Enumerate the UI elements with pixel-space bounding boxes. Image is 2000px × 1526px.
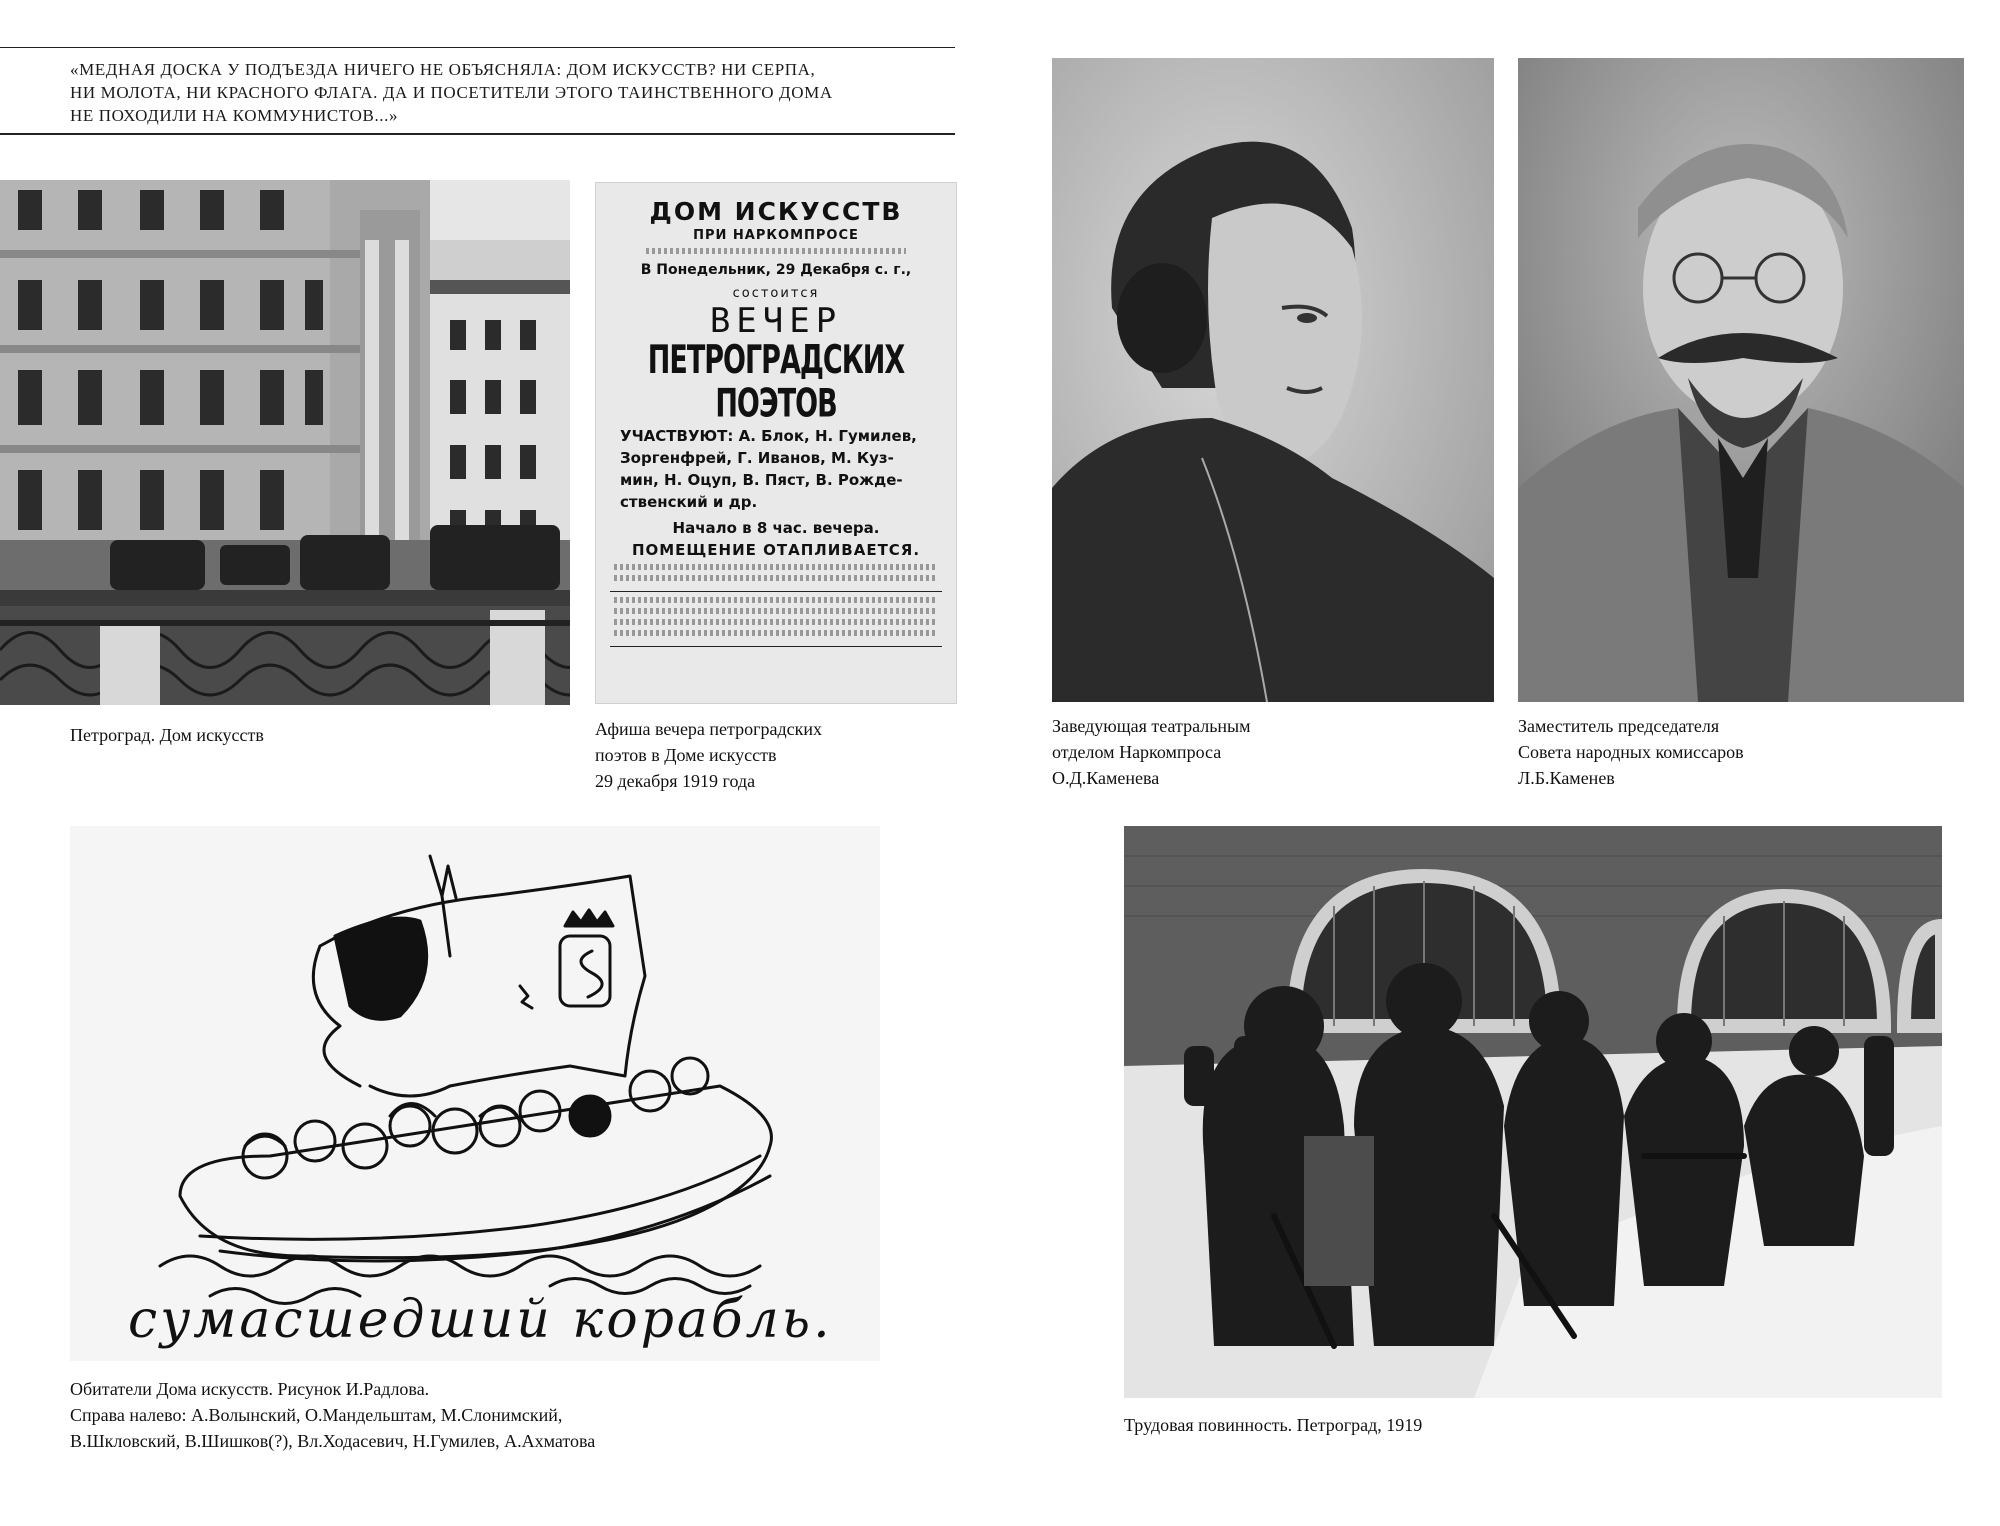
kameneva-caption xyxy=(1052,713,1251,791)
poster-fine-print xyxy=(614,564,938,570)
ship-sketch xyxy=(70,826,880,1361)
ship-drawing xyxy=(70,826,880,1361)
poster-main-title: ПЕТРОГРАДСКИХ ПОЭТОВ xyxy=(647,338,905,427)
header-bottom-rule xyxy=(0,133,955,135)
kameneva-portrait xyxy=(1052,58,1494,702)
poster-subtitle: ПРИ НАРКОМПРОСЕ xyxy=(693,228,859,243)
kameneva-caption-line: Заведующая театральным xyxy=(1052,716,1251,736)
kamenev-caption xyxy=(1518,713,1744,791)
header-quote-line: НЕ ПОХОДИЛИ НА КОММУНИСТОВ...» xyxy=(70,106,399,125)
poster-fine-print xyxy=(646,248,906,254)
drawing-caption xyxy=(70,1376,595,1454)
poster-title: ДОМ ИСКУССТВ xyxy=(649,197,903,226)
poster-fine-print xyxy=(614,597,938,603)
kamenev-portrait xyxy=(1518,58,1964,702)
building-photo xyxy=(0,180,570,705)
poster-caption-line: Афиша вечера петроградских xyxy=(595,719,823,739)
labor-photo xyxy=(1124,826,1942,1398)
poster-fine-print xyxy=(614,619,938,625)
poster-evening-word: ВЕЧЕР xyxy=(709,301,843,341)
labor-caption: Трудовая повинность. Петроград, 1919 xyxy=(1124,1415,1423,1435)
poster-image xyxy=(595,182,957,704)
poster-fine-print xyxy=(614,608,938,614)
drawing-caption-line: Справа налево: А.Волынский, О.Мандельштам, М.Слонимский, xyxy=(70,1405,563,1425)
poster-participants-line: ственский и др. xyxy=(620,493,758,511)
building-caption: Петроград. Дом искусств xyxy=(70,725,264,745)
kameneva-caption-line: О.Д.Каменева xyxy=(1052,768,1160,788)
header-quote-line: «МЕДНАЯ ДОСКА У ПОДЪЕЗДА НИЧЕГО НЕ ОБЪЯСНЯЛА: ДОМ ИСКУССТВ? НИ СЕРПА, xyxy=(70,60,816,79)
header-top-rule xyxy=(0,47,955,48)
drawing-caption-line: Обитатели Дома искусств. Рисунок И.Радлова. xyxy=(70,1379,430,1399)
kamenev-caption-line: Заместитель председателя xyxy=(1518,716,1720,736)
poster-heating-note: ПОМЕЩЕНИЕ ОТАПЛИВАЕТСЯ. xyxy=(631,541,921,559)
kamenev-caption-line: Совета народных комиссаров xyxy=(1518,742,1744,762)
drawing-caption-line: В.Шкловский, В.Шишков(?), Вл.Ходасевич, Н.Гумилев, А.Ахматова xyxy=(70,1431,596,1451)
poster-divider xyxy=(610,646,942,647)
header-quote-line: НИ МОЛОТА, НИ КРАСНОГО ФЛАГА. ДА И ПОСЕТИТЕЛИ ЭТОГО ТАИНСТВЕННОГО ДОМА xyxy=(70,83,833,102)
kamenev-caption-line: Л.Б.Каменев xyxy=(1518,768,1615,788)
poster-participants-line: мин, Н. Оцуп, В. Пяст, В. Рожде- xyxy=(620,471,903,489)
poster-held-word: состоится xyxy=(732,286,820,301)
poster-participants-line: УЧАСТВУЮТ: А. Блок, Н. Гумилев, xyxy=(620,427,917,445)
poster-caption-line: поэтов в Доме искусств xyxy=(595,745,777,765)
kameneva-caption-line: отделом Наркомпроса xyxy=(1052,742,1222,762)
poster-caption-line: 29 декабря 1919 года xyxy=(595,771,756,791)
poster-fine-print xyxy=(614,630,938,636)
poster-caption xyxy=(595,716,822,794)
poster-start-time: Начало в 8 час. вечера. xyxy=(672,519,880,537)
drawing-handwriting: сумасшедший корабль. xyxy=(128,1290,833,1350)
poster-participants-line: Зоргенфрей, Г. Иванов, М. Куз- xyxy=(620,449,894,467)
poster-date: В Понедельник, 29 Декабря с. г., xyxy=(640,262,912,278)
poster-divider xyxy=(610,591,942,592)
header-quote xyxy=(70,58,900,127)
poster-fine-print xyxy=(614,575,938,581)
poster-participants xyxy=(596,425,956,513)
